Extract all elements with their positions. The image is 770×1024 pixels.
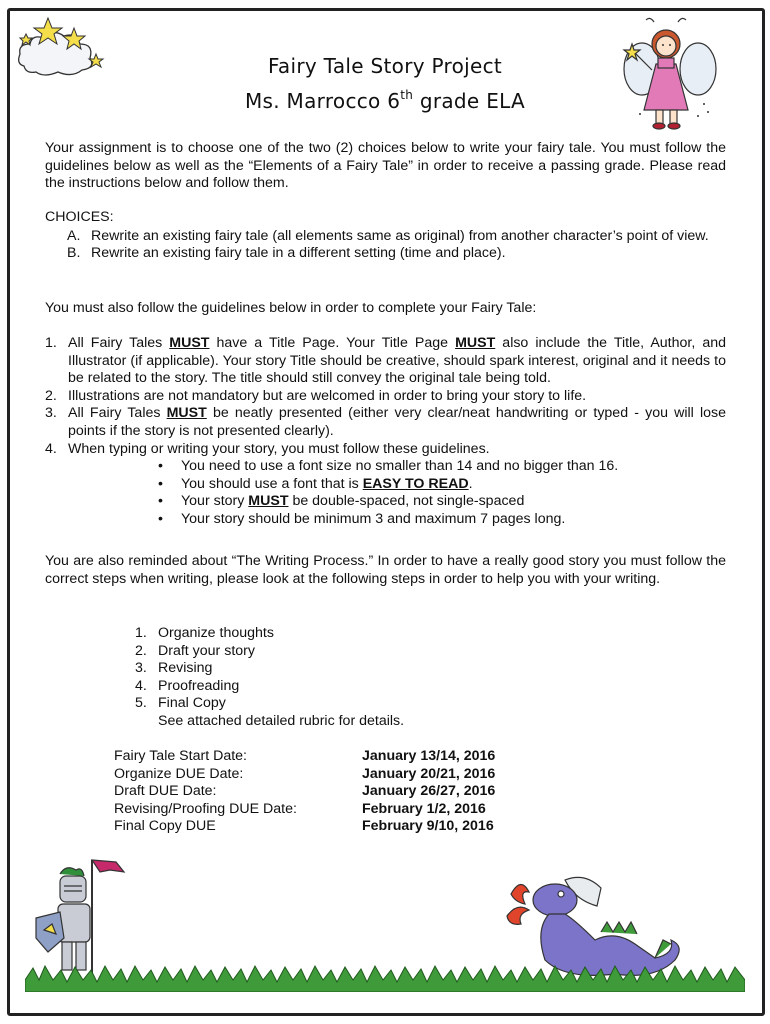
guideline-text: When typing or writing your story, you must follow these guidelines. [68, 440, 490, 457]
typing-rule-text: be double-spaced, not single-spaced [288, 493, 525, 510]
choice-marker: A. [67, 227, 81, 244]
guideline-item [45, 441, 726, 529]
date-label: Organize DUE Date: [114, 765, 244, 782]
typing-rule [158, 458, 726, 476]
step-item [135, 695, 535, 713]
step-marker: 3. [135, 660, 147, 677]
typing-rule-text: Your story should be minimum 3 and maximum 7 pages long. [181, 510, 566, 527]
guideline-text: be neatly presented (either very clear/neat handwriting or typed - you will lose points if the story is not presented clearly). [68, 405, 727, 439]
guideline-text: All Fairy Tales [68, 405, 167, 422]
step-text: Proofreading [158, 677, 240, 694]
grass-icon [25, 962, 745, 992]
step-text: Revising [158, 660, 213, 677]
date-label: Fairy Tale Start Date: [114, 748, 247, 764]
date-value: January 20/21, 2016 [362, 765, 496, 782]
date-value: February 1/2, 2016 [362, 800, 486, 817]
rubric-note: See attached detailed rubric for details. [158, 712, 405, 729]
emphasis-must: MUST [248, 493, 289, 510]
date-value: January 13/14, 2016 [362, 748, 496, 764]
subtitle-suffix: grade ELA [413, 89, 526, 113]
date-label: Draft DUE Date: [114, 783, 217, 800]
page-subtitle [0, 88, 770, 113]
guideline-text: also include the Title, Author, and Illustrator (if applicable). Your story Title should be creative, should spark interest, original and it needs to be related to the story. The title should still convey the original tale being told. [68, 335, 726, 387]
typing-rule-text: You should use a font that is [181, 475, 363, 492]
date-label: Revising/Proofing DUE Date: [114, 800, 297, 817]
emphasis-must: MUST [169, 335, 210, 351]
due-dates-table [114, 748, 495, 836]
guideline-item [45, 335, 726, 388]
typing-rule-text: Your story [181, 493, 249, 510]
page-title: Fairy Tale Story Project [267, 54, 503, 78]
step-text: Organize thoughts [158, 625, 274, 641]
typing-rule [158, 476, 726, 494]
choices-heading: CHOICES: [45, 209, 114, 225]
emphasis-must: MUST [455, 335, 496, 351]
typing-rule [158, 511, 726, 529]
typing-rule-text: You need to use a font size no smaller than 14 and no bigger than 16. [181, 458, 619, 475]
date-row [114, 783, 495, 801]
writing-process-reminder: You are also reminded about “The Writing Process.” In order to have a really good story you must follow the correct steps when writing, please look at the following steps in order to help you with your writing. [45, 553, 726, 587]
subtitle-prefix: Ms. Marrocco 6 [244, 89, 401, 113]
step-marker: 4. [135, 677, 147, 694]
intro-paragraph: Your assignment is to choose one of the two (2) choices below to write your fairy tale. You must follow the guidelines below as well as the “Elements of a Fairy Tale” in order to receive a passing grade. Please read the instructions below and follow them. [45, 140, 726, 192]
step-item [135, 625, 535, 643]
date-label: Final Copy DUE [114, 818, 216, 835]
date-row [114, 801, 495, 819]
date-row [114, 748, 495, 766]
guideline-marker: 2. [45, 387, 57, 404]
guideline-marker: 1. [45, 335, 57, 351]
guideline-text: have a Title Page. Your Title Page [209, 335, 456, 351]
writing-steps [135, 625, 535, 731]
emphasis-must: MUST [166, 405, 207, 422]
subtitle-sup: th [400, 88, 414, 102]
step-item [135, 660, 535, 678]
step-text: Draft your story [158, 642, 255, 659]
guideline-marker: 3. [45, 405, 57, 422]
date-row [114, 766, 495, 784]
guidelines-intro: You must also follow the guidelines below in order to complete your Fairy Tale: [45, 300, 537, 316]
date-row [114, 818, 495, 836]
step-item [135, 643, 535, 661]
guideline-marker: 4. [45, 440, 57, 457]
date-value: January 26/27, 2016 [362, 783, 496, 800]
guideline-item [45, 405, 726, 440]
step-marker: 5. [135, 695, 147, 712]
guideline-text: Illustrations are not mandatory but are welcomed in order to bring your story to life. [68, 387, 587, 404]
typing-rule-text: . [468, 475, 473, 492]
step-item [135, 678, 535, 696]
choice-marker: B. [67, 245, 81, 262]
emphasis-easy-to-read: EASY TO READ [362, 475, 469, 492]
guidelines-list [45, 335, 726, 529]
step-text: Final Copy [158, 695, 226, 712]
step-marker: 1. [135, 625, 147, 641]
guideline-item [45, 388, 726, 406]
choice-text: Rewrite an existing fairy tale (all elements same as original) from another character’s point of view. [91, 227, 709, 244]
choice-text: Rewrite an existing fairy tale in a different setting (time and place). [91, 245, 506, 262]
step-marker: 2. [135, 642, 147, 659]
guideline-text: All Fairy Tales [68, 335, 170, 351]
date-value: February 9/10, 2016 [362, 818, 494, 835]
choice-item [67, 228, 726, 246]
choice-item [67, 245, 726, 263]
choices-section [45, 209, 726, 263]
typing-rule [158, 493, 726, 511]
